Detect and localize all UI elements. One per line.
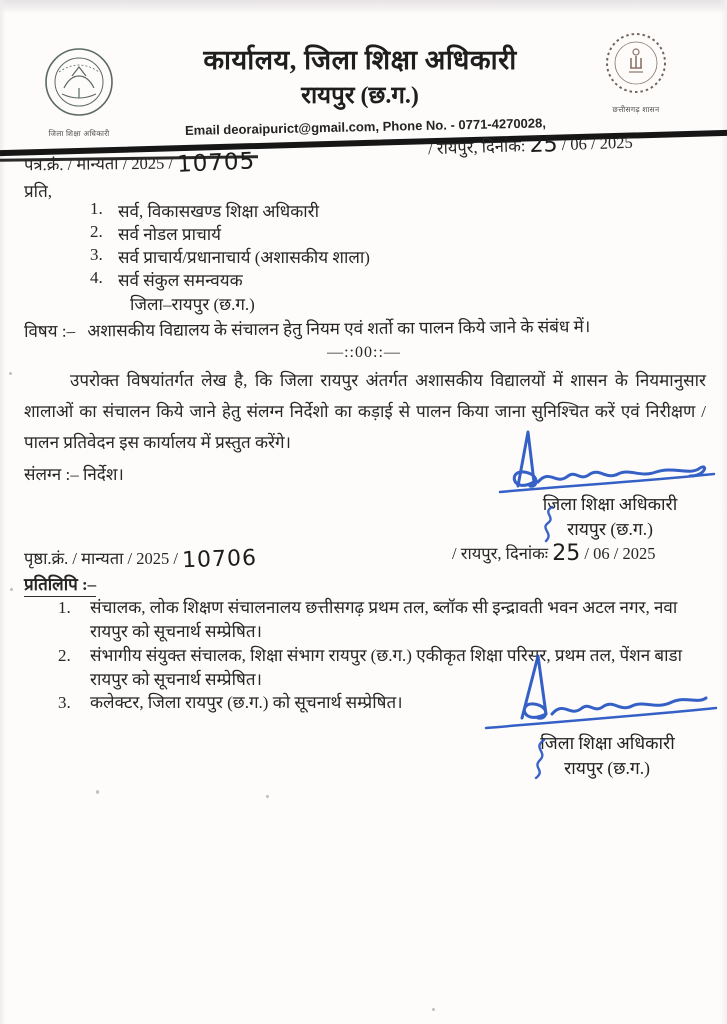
copy-section-label: प्रतिलिपि :– <box>24 572 96 597</box>
letter-number-label: पत्र.क्रं. / मान्यता / 2025 / <box>23 153 174 175</box>
signatory-designation: जिला शिक्षा अधिकारी <box>542 494 678 514</box>
copy-item-number: 3. <box>58 693 71 712</box>
scan-speck <box>432 1008 435 1011</box>
signatory-designation: जिला शिक्षा अधिकारी <box>540 733 675 753</box>
recipient-item <box>90 199 650 222</box>
letter-number-line <box>24 148 256 177</box>
recipient-item <box>90 245 650 268</box>
enclosure-line: संलग्न :– निर्देश। <box>24 465 124 484</box>
recipient-number: 2. <box>90 222 103 241</box>
signatory-place: रायपुर (छ.ग.) <box>564 758 650 778</box>
office-location: रायपुर (छ.ग.) <box>301 83 419 109</box>
recipient-number: 4. <box>90 268 103 287</box>
subject-label: विषय :– <box>23 321 76 342</box>
copy-item-text: संचालक, लोक शिक्षण संचालनालय छत्तीसगढ़ प्रथम तल, ब्लॉक सी इन्द्रावती भवन अटल नगर, नवा रायपुर को सूचनार्थ सम्प्रेषित। <box>90 598 678 641</box>
endorsement-date-month-year: / 06 / 2025 <box>584 544 656 563</box>
signature-flourish-1 <box>538 505 560 545</box>
district-office-seal-caption: जिला शिक्षा अधिकारी <box>48 129 110 138</box>
section-separator: —::00::— <box>327 344 401 361</box>
recipient-item <box>90 268 650 291</box>
contact-line: Email deoraipurict@gmail.com, Phone No. - 0771-4270028, <box>184 115 547 138</box>
subject-line <box>24 313 712 342</box>
office-title: कार्यालय, जिला शिक्षा अधिकारी <box>203 45 517 75</box>
copy-item-text: कलेक्टर, जिला रायपुर (छ.ग.) को सूचनार्थ सम्प्रेषित। <box>90 693 403 712</box>
copy-item-number: 1. <box>58 598 71 617</box>
state-government-emblem-caption: छत्तीसगढ़ शासन <box>612 105 660 114</box>
recipient-item <box>90 222 650 245</box>
recipient-number: 3. <box>90 245 103 264</box>
signature-flourish-2 <box>528 738 552 780</box>
copy-item <box>58 596 708 644</box>
district-office-seal-icon <box>34 46 124 124</box>
scan-speck <box>10 588 13 591</box>
endorsement-place-date-label: / रायपुर, दिनांकः <box>452 544 549 563</box>
place-date-label: / रायपुर, दिनांक: <box>427 136 526 159</box>
endorsement-number-label: पृष्ठा.क्रं. / मान्यता / 2025 / <box>24 549 178 568</box>
scan-speck <box>96 790 99 794</box>
signature-ink-1 <box>488 428 716 494</box>
endorsement-number-line <box>24 545 258 574</box>
recipient-text: सर्व संकुल समन्वयक <box>118 271 243 290</box>
recipient-text: सर्व नोडल प्राचार्य <box>118 225 222 244</box>
place-date-line <box>428 129 633 160</box>
state-government-emblem <box>596 30 676 115</box>
copy-item-text: संभागीय संयुक्त संचालक, शिक्षा संभाग रायपुर (छ.ग.) एकीकृत शिक्षा परिसर, प्रथम तल, पेंशन बाडा रायपुर को सूचनार्थ सम्प्रेषित। <box>90 646 683 689</box>
district-office-seal <box>34 46 124 139</box>
date-month-year: / 06 / 2025 <box>561 132 633 155</box>
scan-edge-right <box>720 0 727 1024</box>
subject-text: अशासकीय विद्यालय के संचालन हेतु नियम एवं शर्तो का पालन किये जाने के संबंध में। <box>87 317 591 341</box>
date-day-handwritten: 25 <box>529 132 558 159</box>
recipient-text: सर्व, विकासखण्ड शिक्षा अधिकारी <box>118 202 320 221</box>
recipient-text: सर्व प्राचार्य/प्रधानाचार्य (अशासकीय शाला) <box>118 248 370 267</box>
recipient-number: 1. <box>90 199 103 218</box>
scan-edge-top <box>0 0 727 13</box>
body-paragraph: उपरोक्त विषयांतर्गत लेख है, कि जिला रायपुर अंतर्गत अशासकीय विद्यालयों में शासन के नियमानुसार शालाओं का संचालन किये जाने हेतु संलग्न निर्देशो का कड़ाई से पालन किया जाना सुनिश्चित करें एवं निरीक्षण / पालन प्रतिवेदन इस कार्यालय में प्रस्तुत करेंगे। <box>24 371 706 452</box>
scan-speck <box>9 372 12 375</box>
salutation: प्रति, <box>24 182 53 201</box>
scan-speck <box>266 795 269 798</box>
copy-item-number: 2. <box>58 646 71 665</box>
endorsement-date-day-handwritten: 25 <box>552 541 581 566</box>
endorsement-number-handwritten: 10706 <box>181 545 258 574</box>
recipient-district: जिला–रायपुर (छ.ग.) <box>130 295 255 314</box>
letter-number-handwritten: 10705 <box>176 148 257 178</box>
state-government-emblem-icon <box>596 30 676 100</box>
signatory-place: रायपुर (छ.ग.) <box>567 519 653 539</box>
signature-ink-2 <box>478 652 718 730</box>
endorsement-date-line <box>452 540 655 565</box>
